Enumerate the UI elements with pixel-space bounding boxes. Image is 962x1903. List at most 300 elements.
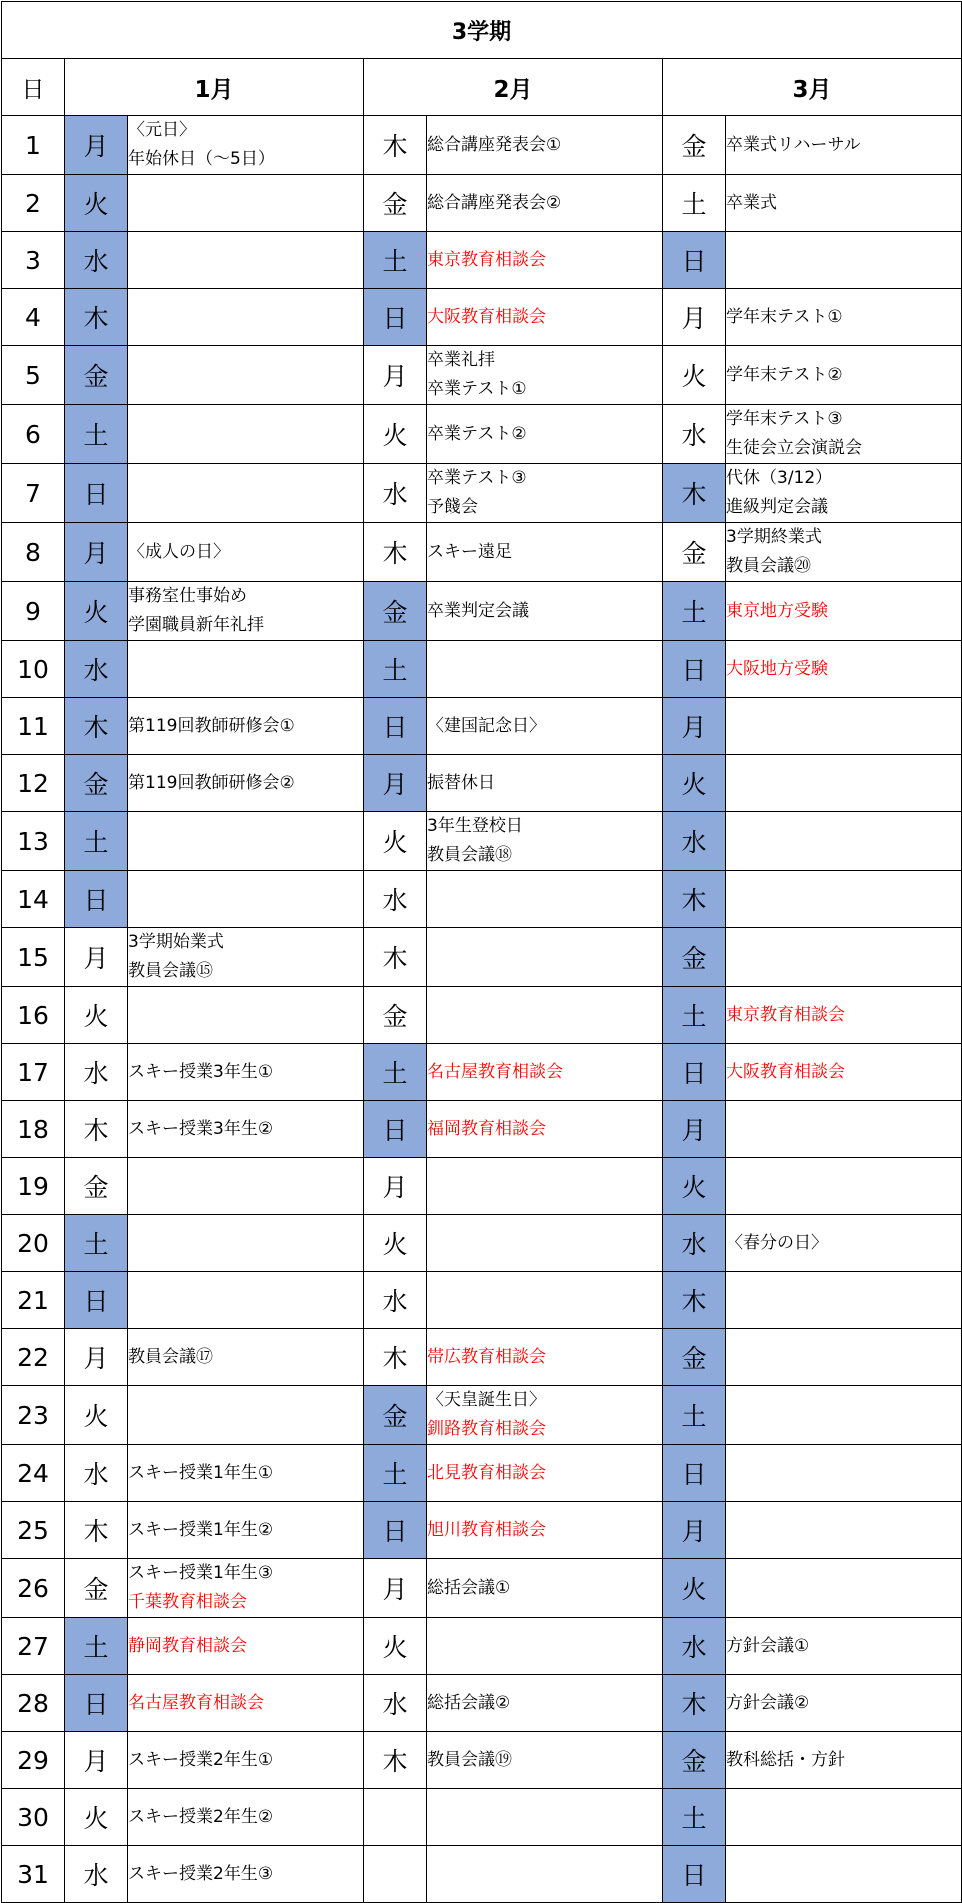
table-row — [2, 175, 962, 232]
day-number: 29 — [2, 1732, 65, 1789]
table-row — [2, 1158, 962, 1215]
weekday-february: 水 — [364, 1675, 427, 1732]
events-march — [726, 1445, 962, 1502]
weekday-march: 水 — [663, 1618, 726, 1675]
events-february — [427, 812, 663, 871]
weekday-january: 水 — [65, 1044, 128, 1101]
event-text: 大阪教育相談会 — [427, 306, 546, 327]
table-row — [2, 1329, 962, 1386]
weekday-january: 日 — [65, 871, 128, 928]
event-text: 3学期始業式 — [128, 932, 224, 952]
events-february — [427, 755, 663, 812]
events-march — [726, 1846, 962, 1903]
weekday-january: 土 — [65, 1215, 128, 1272]
events-february — [427, 1101, 663, 1158]
events-february — [427, 1215, 663, 1272]
event-text: 総括会議① — [427, 1577, 511, 1598]
weekday-march: 月 — [663, 1101, 726, 1158]
weekday-january: 火 — [65, 1386, 128, 1445]
events-march — [726, 698, 962, 755]
events-february — [427, 1272, 663, 1329]
events-january — [128, 755, 364, 812]
events-january — [128, 698, 364, 755]
table-row — [2, 928, 962, 987]
event-text: 名古屋教育相談会 — [427, 1061, 563, 1082]
weekday-february: 火 — [364, 1215, 427, 1272]
event-text: 東京教育相談会 — [427, 249, 546, 270]
event-text: 東京地方受験 — [726, 600, 828, 621]
events-february — [427, 1044, 663, 1101]
schedule-body — [2, 116, 962, 1903]
weekday-february — [364, 1846, 427, 1903]
weekday-february: 日 — [364, 698, 427, 755]
weekday-march: 火 — [663, 1158, 726, 1215]
events-february — [427, 1445, 663, 1502]
weekday-march: 日 — [663, 232, 726, 289]
event-text: 方針会議② — [726, 1692, 810, 1713]
month-header-february: 2月 — [364, 59, 663, 116]
day-number: 1 — [2, 116, 65, 175]
events-february — [427, 232, 663, 289]
event-text: 教員会議⑲ — [427, 1749, 512, 1770]
day-number: 3 — [2, 232, 65, 289]
day-number: 10 — [2, 641, 65, 698]
event-text: 帯広教育相談会 — [427, 1346, 546, 1367]
weekday-march: 木 — [663, 1675, 726, 1732]
event-text: 千葉教育相談会 — [128, 1592, 247, 1612]
weekday-january: 月 — [65, 523, 128, 582]
events-january — [128, 346, 364, 405]
events-january — [128, 1215, 364, 1272]
day-number: 13 — [2, 812, 65, 871]
events-january — [128, 1386, 364, 1445]
weekday-march: 火 — [663, 346, 726, 405]
day-number: 31 — [2, 1846, 65, 1903]
table-row — [2, 871, 962, 928]
weekday-february: 木 — [364, 1732, 427, 1789]
weekday-february: 日 — [364, 1101, 427, 1158]
weekday-february: 木 — [364, 116, 427, 175]
table-row — [2, 1618, 962, 1675]
weekday-february: 火 — [364, 405, 427, 464]
event-text: 第119回教師研修会② — [128, 772, 295, 793]
events-march — [726, 582, 962, 641]
event-text: 学年末テスト③ — [726, 409, 843, 429]
events-march — [726, 289, 962, 346]
events-january — [128, 175, 364, 232]
table-row — [2, 1445, 962, 1502]
table-row — [2, 1386, 962, 1445]
event-text: スキー授業3年生② — [128, 1118, 274, 1139]
event-text: 〈元日〉 — [128, 120, 196, 140]
events-march — [726, 1044, 962, 1101]
weekday-march: 木 — [663, 464, 726, 523]
day-number: 9 — [2, 582, 65, 641]
events-january — [128, 1789, 364, 1846]
day-number: 15 — [2, 928, 65, 987]
event-text: 卒業テスト③ — [427, 468, 527, 488]
weekday-january: 水 — [65, 1445, 128, 1502]
event-text: スキー授業3年生① — [128, 1061, 274, 1082]
day-column-header: 日 — [2, 59, 65, 116]
day-number: 19 — [2, 1158, 65, 1215]
weekday-january: 月 — [65, 1732, 128, 1789]
event-text: 第119回教師研修会① — [128, 715, 295, 736]
table-row — [2, 116, 962, 175]
event-text: 3年生登校日 — [427, 816, 523, 836]
weekday-february: 金 — [364, 987, 427, 1044]
weekday-february: 水 — [364, 464, 427, 523]
event-text: 釧路教育相談会 — [427, 1419, 546, 1439]
event-text: スキー授業1年生③ — [128, 1563, 274, 1583]
weekday-january: 木 — [65, 698, 128, 755]
weekday-march: 水 — [663, 812, 726, 871]
events-february — [427, 1789, 663, 1846]
weekday-january: 水 — [65, 1846, 128, 1903]
weekday-march: 月 — [663, 289, 726, 346]
events-march — [726, 1618, 962, 1675]
events-january — [128, 1445, 364, 1502]
weekday-january: 木 — [65, 1101, 128, 1158]
event-text: 教員会議⑰ — [128, 1346, 213, 1367]
weekday-march: 土 — [663, 1386, 726, 1445]
table-row — [2, 582, 962, 641]
event-text: 卒業テスト② — [427, 423, 527, 444]
weekday-february: 日 — [364, 289, 427, 346]
weekday-february: 水 — [364, 1272, 427, 1329]
schedule-table — [1, 1, 962, 1903]
events-january — [128, 1675, 364, 1732]
table-row — [2, 1789, 962, 1846]
events-january — [128, 232, 364, 289]
event-text: 総合講座発表会① — [427, 134, 562, 155]
event-text: 生徒会立会演説会 — [726, 438, 862, 458]
events-february — [427, 698, 663, 755]
events-march — [726, 1158, 962, 1215]
day-number: 28 — [2, 1675, 65, 1732]
event-text: 教員会議⑮ — [128, 961, 213, 981]
weekday-january: 月 — [65, 1329, 128, 1386]
events-february — [427, 1158, 663, 1215]
day-number: 24 — [2, 1445, 65, 1502]
weekday-march: 土 — [663, 175, 726, 232]
event-text: 名古屋教育相談会 — [128, 1692, 264, 1713]
event-text: 静岡教育相談会 — [128, 1635, 247, 1656]
events-january — [128, 582, 364, 641]
events-january — [128, 1559, 364, 1618]
weekday-february: 水 — [364, 871, 427, 928]
events-february — [427, 1559, 663, 1618]
month-header-march: 3月 — [663, 59, 962, 116]
event-text: スキー授業1年生② — [128, 1519, 274, 1540]
day-number: 17 — [2, 1044, 65, 1101]
event-text: 学年末テスト② — [726, 364, 843, 385]
day-number: 27 — [2, 1618, 65, 1675]
weekday-january: 木 — [65, 1502, 128, 1559]
month-header-january: 1月 — [65, 59, 364, 116]
event-text: スキー授業2年生② — [128, 1806, 274, 1827]
event-text: 〈春分の日〉 — [726, 1232, 828, 1253]
table-row — [2, 755, 962, 812]
events-february — [427, 1386, 663, 1445]
events-january — [128, 289, 364, 346]
weekday-march: 木 — [663, 871, 726, 928]
day-number: 22 — [2, 1329, 65, 1386]
event-text: スキー授業2年生③ — [128, 1863, 274, 1884]
events-february — [427, 582, 663, 641]
event-text: 事務室仕事始め — [128, 586, 247, 606]
day-number: 4 — [2, 289, 65, 346]
weekday-january: 土 — [65, 1618, 128, 1675]
weekday-january: 金 — [65, 1158, 128, 1215]
weekday-march: 日 — [663, 1044, 726, 1101]
events-march — [726, 175, 962, 232]
events-february — [427, 871, 663, 928]
events-february — [427, 346, 663, 405]
event-text: 進級判定会議 — [726, 497, 828, 517]
weekday-january: 水 — [65, 641, 128, 698]
events-january — [128, 464, 364, 523]
events-march — [726, 871, 962, 928]
event-text: 卒業式 — [726, 192, 777, 213]
events-january — [128, 405, 364, 464]
day-number: 16 — [2, 987, 65, 1044]
day-number: 30 — [2, 1789, 65, 1846]
events-march — [726, 641, 962, 698]
weekday-january: 月 — [65, 928, 128, 987]
event-text: スキー授業1年生① — [128, 1462, 274, 1483]
event-text: 〈成人の日〉 — [128, 541, 230, 562]
event-text: 代休（3/12） — [726, 468, 833, 488]
table-row — [2, 1044, 962, 1101]
event-text: 3学期終業式 — [726, 527, 822, 547]
event-text: 旭川教育相談会 — [427, 1519, 546, 1540]
weekday-february: 土 — [364, 641, 427, 698]
weekday-february: 土 — [364, 1445, 427, 1502]
weekday-february: 金 — [364, 1386, 427, 1445]
table-row — [2, 698, 962, 755]
events-february — [427, 1502, 663, 1559]
events-march — [726, 1329, 962, 1386]
event-text: 振替休日 — [427, 772, 495, 793]
day-number: 14 — [2, 871, 65, 928]
weekday-february: 金 — [364, 175, 427, 232]
weekday-january: 月 — [65, 116, 128, 175]
event-text: 学園職員新年礼拝 — [128, 615, 264, 635]
event-text: 方針会議① — [726, 1635, 810, 1656]
events-march — [726, 523, 962, 582]
day-number: 25 — [2, 1502, 65, 1559]
day-number: 5 — [2, 346, 65, 405]
events-march — [726, 1101, 962, 1158]
weekday-february: 木 — [364, 928, 427, 987]
events-february — [427, 1618, 663, 1675]
event-text: 大阪地方受験 — [726, 658, 828, 679]
events-february — [427, 175, 663, 232]
event-text: 卒業礼拝 — [427, 350, 495, 370]
weekday-february — [364, 1789, 427, 1846]
events-march — [726, 1559, 962, 1618]
weekday-march: 日 — [663, 1846, 726, 1903]
events-january — [128, 928, 364, 987]
table-row — [2, 464, 962, 523]
table-row — [2, 1101, 962, 1158]
weekday-february: 金 — [364, 582, 427, 641]
events-march — [726, 812, 962, 871]
weekday-january: 火 — [65, 1789, 128, 1846]
event-text: 総合講座発表会② — [427, 192, 562, 213]
table-row — [2, 1215, 962, 1272]
events-january — [128, 1044, 364, 1101]
events-march — [726, 464, 962, 523]
weekday-january: 金 — [65, 346, 128, 405]
events-january — [128, 523, 364, 582]
weekday-march: 金 — [663, 1732, 726, 1789]
events-january — [128, 871, 364, 928]
table-row — [2, 232, 962, 289]
events-february — [427, 641, 663, 698]
day-number: 2 — [2, 175, 65, 232]
events-march — [726, 1272, 962, 1329]
weekday-january: 金 — [65, 1559, 128, 1618]
event-text: 学年末テスト① — [726, 306, 843, 327]
weekday-march: 金 — [663, 1329, 726, 1386]
events-february — [427, 116, 663, 175]
weekday-march: 金 — [663, 523, 726, 582]
events-february — [427, 1675, 663, 1732]
events-march — [726, 755, 962, 812]
table-row — [2, 987, 962, 1044]
table-row — [2, 641, 962, 698]
events-january — [128, 116, 364, 175]
event-text: 〈建国記念日〉 — [427, 715, 546, 736]
weekday-january: 火 — [65, 582, 128, 641]
weekday-january: 木 — [65, 289, 128, 346]
events-january — [128, 1846, 364, 1903]
day-number: 18 — [2, 1101, 65, 1158]
table-row — [2, 1559, 962, 1618]
events-january — [128, 812, 364, 871]
table-row — [2, 1272, 962, 1329]
event-text: 大阪教育相談会 — [726, 1061, 845, 1082]
events-february — [427, 289, 663, 346]
events-february — [427, 987, 663, 1044]
table-row — [2, 289, 962, 346]
event-text: 〈天皇誕生日〉 — [427, 1390, 546, 1410]
weekday-january: 日 — [65, 1675, 128, 1732]
events-march — [726, 1386, 962, 1445]
weekday-march: 土 — [663, 1789, 726, 1846]
events-january — [128, 641, 364, 698]
weekday-march: 日 — [663, 1445, 726, 1502]
day-number: 6 — [2, 405, 65, 464]
day-number: 23 — [2, 1386, 65, 1445]
events-march — [726, 1789, 962, 1846]
weekday-february: 月 — [364, 1158, 427, 1215]
weekday-february: 火 — [364, 812, 427, 871]
weekday-february: 土 — [364, 1044, 427, 1101]
table-row — [2, 812, 962, 871]
day-number: 8 — [2, 523, 65, 582]
events-february — [427, 1329, 663, 1386]
events-march — [726, 1732, 962, 1789]
weekday-january: 日 — [65, 1272, 128, 1329]
weekday-march: 月 — [663, 698, 726, 755]
weekday-january: 金 — [65, 755, 128, 812]
weekday-february: 月 — [364, 755, 427, 812]
event-text: スキー遠足 — [427, 541, 512, 562]
events-january — [128, 1329, 364, 1386]
events-march — [726, 987, 962, 1044]
event-text: 教員会議⑱ — [427, 845, 512, 865]
events-january — [128, 1502, 364, 1559]
events-january — [128, 1272, 364, 1329]
events-february — [427, 464, 663, 523]
event-text: 予餞会 — [427, 497, 478, 517]
weekday-january: 土 — [65, 405, 128, 464]
weekday-february: 木 — [364, 523, 427, 582]
event-text: 福岡教育相談会 — [427, 1118, 546, 1139]
weekday-february: 月 — [364, 1559, 427, 1618]
event-text: スキー授業2年生① — [128, 1749, 274, 1770]
events-january — [128, 1732, 364, 1789]
event-text: 北見教育相談会 — [427, 1462, 546, 1483]
weekday-january: 水 — [65, 232, 128, 289]
day-number: 7 — [2, 464, 65, 523]
weekday-march: 水 — [663, 405, 726, 464]
events-february — [427, 523, 663, 582]
table-row — [2, 1846, 962, 1903]
weekday-march: 日 — [663, 641, 726, 698]
event-text: 卒業テスト① — [427, 379, 527, 399]
events-january — [128, 1101, 364, 1158]
events-march — [726, 232, 962, 289]
events-march — [726, 405, 962, 464]
weekday-march: 金 — [663, 116, 726, 175]
weekday-march: 金 — [663, 928, 726, 987]
events-march — [726, 116, 962, 175]
weekday-march: 水 — [663, 1215, 726, 1272]
weekday-february: 土 — [364, 232, 427, 289]
event-text: 教員会議⑳ — [726, 556, 811, 576]
day-number: 26 — [2, 1559, 65, 1618]
events-march — [726, 928, 962, 987]
weekday-january: 火 — [65, 987, 128, 1044]
table-row — [2, 1732, 962, 1789]
event-text: 総括会議② — [427, 1692, 511, 1713]
events-january — [128, 1158, 364, 1215]
event-text: 教科総括・方針 — [726, 1749, 845, 1770]
events-march — [726, 346, 962, 405]
events-january — [128, 987, 364, 1044]
day-number: 20 — [2, 1215, 65, 1272]
events-march — [726, 1502, 962, 1559]
table-row — [2, 346, 962, 405]
weekday-february: 日 — [364, 1502, 427, 1559]
weekday-january: 日 — [65, 464, 128, 523]
day-number: 11 — [2, 698, 65, 755]
event-text: 年始休日（〜5日） — [128, 149, 275, 169]
events-february — [427, 1732, 663, 1789]
events-february — [427, 928, 663, 987]
weekday-march: 土 — [663, 582, 726, 641]
events-february — [427, 405, 663, 464]
weekday-march: 月 — [663, 1502, 726, 1559]
weekday-january: 土 — [65, 812, 128, 871]
weekday-january: 火 — [65, 175, 128, 232]
events-january — [128, 1618, 364, 1675]
events-march — [726, 1215, 962, 1272]
